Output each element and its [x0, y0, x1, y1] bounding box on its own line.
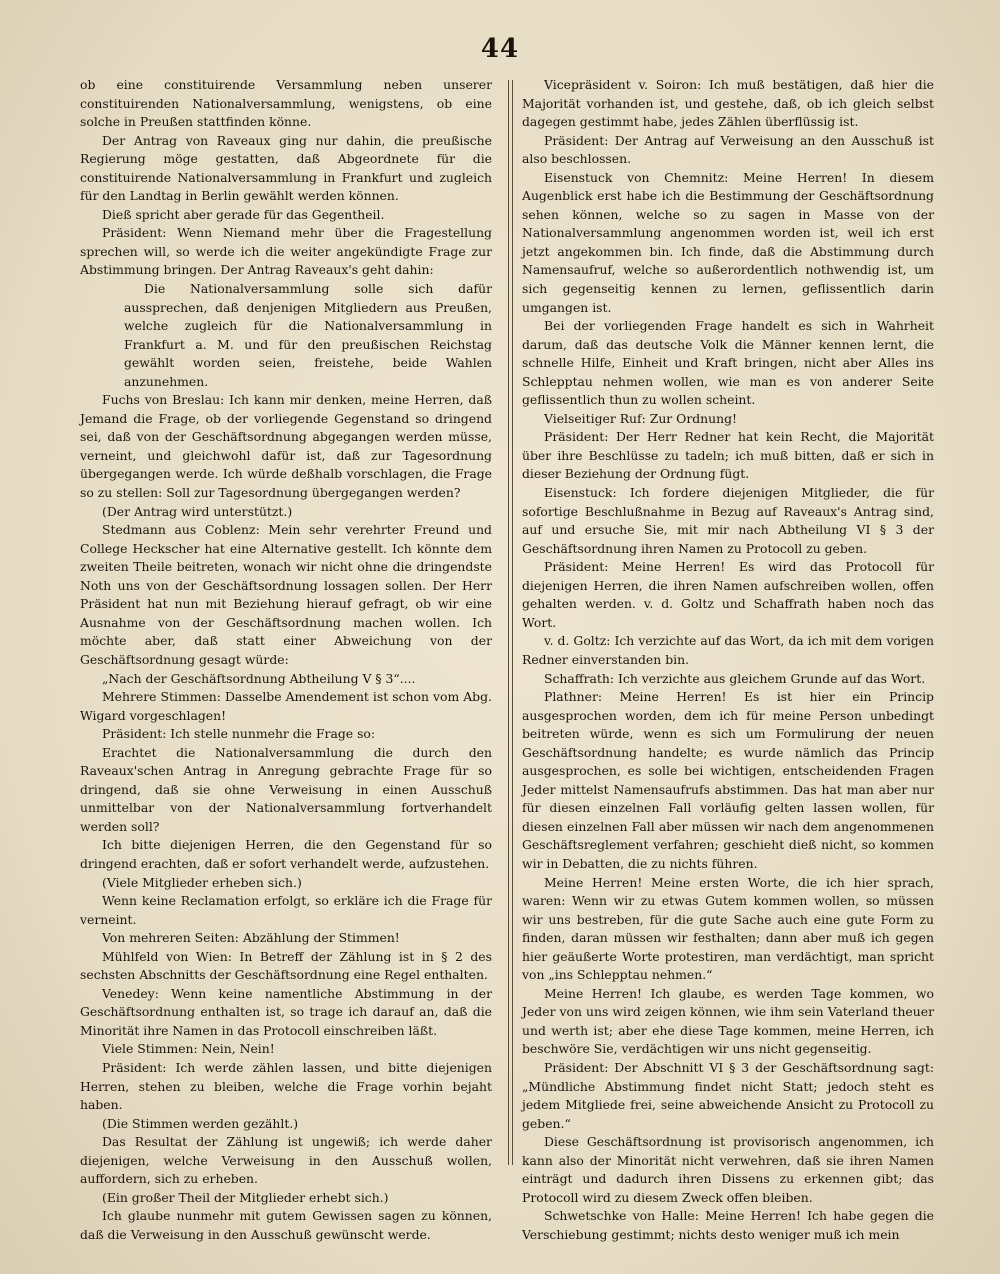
page-number: 44 [480, 34, 520, 64]
paragraph: Eisenstuck: Ich fordere diejenigen Mitglieder, die für sofortige Beschlußnahme in Bezug auf Raveaux's Antrag sind, auf und ersuche Sie, mit mir nach Abtheilung VI § 3 der Geschäftsordnung ihren Namen zu Protocoll zu geben. [522, 485, 934, 556]
paragraph: Vicepräsident v. Soiron: Ich muß bestätigen, daß hier die Majorität vorhanden ist, und gestehe, daß, ob ich gleich selbst dagegen gestimmt habe, jedes Zählen überflüssig ist. [522, 77, 934, 130]
paragraph: Venedey: Wenn keine namentliche Abstimmung in der Geschäftsordnung enthalten ist, so trage ich darauf an, daß die Minorität ihre Namen in das Protocoll einschreiben läßt. [80, 985, 492, 1038]
paragraph: (Der Antrag wird unterstützt.) [102, 503, 293, 519]
paragraph: Der Antrag von Raveaux ging nur dahin, die preußische Regierung möge gestatten, daß Abgeordnete für die constituirende Nationalversammlung in Frankfurt und zugleich für den Landtag in Berlin gewählt werden können. [80, 132, 492, 204]
paragraph: Erachtet die Nationalversammlung die durch den Raveaux'schen Antrag in Anregung gebrachte Frage für so dringend, daß sie ohne Verweisung in einen Ausschuß unmittelbar von der Nationalversammlung fortverhandelt werden soll? [80, 744, 492, 834]
paragraph: v. d. Goltz: Ich verzichte auf das Wort, da ich mit dem vorigen Redner einverstanden bin. [522, 633, 934, 667]
paragraph: Bei der vorliegenden Frage handelt es sich in Wahrheit darum, daß das deutsche Volk die Männer kennen lernt, die schnelle Hilfe, Einheit und Kraft bringen, nicht aber Alles ins Schlepptau nehmen wollen, wie man es von anderer Seite geflissentlich thun zu wollen scheint. [522, 318, 934, 408]
paragraph: Wenn keine Reclamation erfolgt, so erkläre ich die Frage für verneint. [80, 893, 492, 927]
paragraph: Ich glaube nunmehr mit gutem Gewissen sagen zu können, daß die Verweisung in den Ausschuß gewünscht werde. [80, 1208, 492, 1242]
paragraph: Präsident: Ich werde zählen lassen, und bitte diejenigen Herren, stehen zu bleiben, welche die Frage vorhin bejaht haben. [80, 1059, 492, 1113]
paragraph: (Ein großer Theil der Mitglieder erhebt sich.) [102, 1189, 389, 1205]
paragraph: Ich bitte diejenigen Herren, die den Gegenstand für so dringend erachten, daß er sofort verhandelt werde, aufzustehen. [80, 837, 492, 871]
paragraph: Meine Herren! Ich glaube, es werden Tage kommen, wo Jeder von uns wird zeigen können, wie ihm sein Vaterland theuer und werth ist; aber ehe diese Tage kommen, meine Herren, ich beschwöre Sie, verdächtigen wir uns nicht gegenseitig. [522, 985, 934, 1057]
paragraph: Präsident: Wenn Niemand mehr über die Fragestellung sprechen will, so werde ich die weiter angekündigte Frage zur Abstimmung bringen. Der Antrag Raveaux's geht dahin: [80, 225, 492, 278]
right-column [522, 76, 934, 1242]
paragraph: Von mehreren Seiten: Abzählung der Stimmen! [102, 930, 400, 946]
paragraph: Viele Stimmen: Nein, Nein! [102, 1041, 275, 1057]
paragraph: (Die Stimmen werden gezählt.) [102, 1115, 299, 1131]
paragraph: Präsident: Der Herr Redner hat kein Recht, die Majorität über ihre Beschlüsse zu tadeln; ich muß bitten, daß er sich in dieser Beziehung der Ordnung fügt. [522, 429, 934, 482]
paragraph: Schaffrath: Ich verzichte aus gleichem Grunde auf das Wort. [544, 670, 926, 686]
paragraph: Dieß spricht aber gerade für das Gegentheil. [102, 206, 385, 222]
column-divider [508, 80, 513, 1165]
paragraph: Vielseitiger Ruf: Zur Ordnung! [544, 410, 738, 426]
paragraph: Diese Geschäftsordnung ist provisorisch angenommen, ich kann also der Minorität nicht verwehren, daß sie ihren Namen einträgt und dadurch ihren Dissens zu erkennen gibt; das Protocoll wird zu diesem Zweck offen bleiben. [522, 1134, 934, 1205]
paragraph: Eisenstuck von Chemnitz: Meine Herren! In diesem Augenblick erst habe ich die Bestimmung der Geschäftsordnung sehen können, welche so zu sagen in Masse von der Nationalversammlung angenommen worden ist, weil ich erst jetzt angekommen bin. Ich finde, daß die Abstimmung durch Namensaufruf, welche so außerordentlich nothwendig ist, um sich gegenseitig kennen zu lernen, geflissentlich darin umgangen ist. [522, 169, 934, 315]
paragraph: Mühlfeld von Wien: In Betreff der Zählung ist in § 2 des sechsten Abschnitts der Geschäftsordnung eine Regel enthalten. [80, 948, 492, 983]
paragraph: Präsident: Der Antrag auf Verweisung an den Ausschuß ist also beschlossen. [522, 132, 934, 167]
paragraph: Die Nationalversammlung solle sich dafür aussprechen, daß denjenigen Mitgliedern aus Preußen, welche zugleich für die Nationalversammlung in Frankfurt a. M. und für den preußischen Reichstag gewählt worden seien, freistehe, beide Wahlen anzunehmen. [124, 281, 492, 389]
paragraph: (Viele Mitglieder erheben sich.) [102, 874, 302, 890]
paragraph: Stedmann aus Coblenz: Mein sehr verehrter Freund und College Heckscher hat eine Alternative gestellt. Ich könnte dem zweiten Theile beitreten, wonach wir nicht ohne die dringendste Noth uns von der Geschäftsordnung lossagen sollen. Der Herr Präsident hat nun mit Beziehung hierauf gefragt, ob wir eine Ausnahme von der Geschäftsordnung machen wollen. Ich möchte aber, daß statt einer Abweichung von der Geschäftsordnung gesagt würde: [80, 522, 492, 667]
paragraph: Das Resultat der Zählung ist ungewiß; ich werde daher diejenigen, welche Verweisung in den Ausschuß wollen, auffordern, sich zu erheben. [80, 1134, 492, 1187]
paragraph: Meine Herren! Meine ersten Worte, die ich hier sprach, waren: Wenn wir zu etwas Gutem kommen wollen, so müssen wir uns bestreben, für die gute Sache auch eine gute Form zu finden, daran müssen wir festhalten; dann aber muß ich gegen hier geäußerte Worte protestiren, man verdächtigt, man spricht von „ins Schlepptau nehmen.“ [522, 874, 934, 983]
paragraph: „Nach der Geschäftsordnung Abtheilung V § 3“.... [102, 670, 416, 686]
paragraph: Präsident: Ich stelle nunmehr die Frage so: [102, 726, 376, 742]
paragraph: Fuchs von Breslau: Ich kann mir denken, meine Herren, daß Jemand die Frage, ob der vorliegende Gegenstand so dringend sei, daß von der Geschäftsordnung abgegangen werden müsse, verneint, und gleichwohl dafür ist, daß zur Tagesordnung übergegangen werde. Ich würde deßhalb vorschlagen, die Frage so zu stellen: Soll zur Tagesordnung übergegangen werden? [80, 392, 492, 501]
paragraph: Plathner: Meine Herren! Es ist hier ein Princip ausgesprochen worden, dem ich für meine Person unbedingt beitreten würde, wenn es sich um Formulirung der neuen Geschäftsordnung handelte; es wurde nämlich das Princip ausgesprochen, es solle bei wichtigen, entscheidenden Fragen Jeder mittelst Namensaufrufs abstimmen. Das hat man aber nur für diesen einzelnen Fall vorläufig gelten lassen wollen, für diesen einzelnen Fall aber müssen wir nach dem angenommenen Geschäftsreglement verfahren; geschieht dieß nicht, so kommen wir in Debatten, die zu nichts führen. [522, 689, 934, 871]
paragraph: Schwetschke von Halle: Meine Herren! Ich habe gegen die Verschiebung gestimmt; nichts desto weniger muß ich mein [522, 1208, 934, 1242]
paragraph: Mehrere Stimmen: Dasselbe Amendement ist schon vom Abg. Wigard vorgeschlagen! [80, 689, 492, 723]
paragraph: Präsident: Der Abschnitt VI § 3 der Geschäftsordnung sagt: „Mündliche Abstimmung findet nicht Statt; jedoch steht es jedem Mitgliede frei, seine abweichende Ansicht zu Protocoll zu geben.“ [522, 1059, 934, 1131]
paragraph: Präsident: Meine Herren! Es wird das Protocoll für diejenigen Herren, die ihren Namen aufschreiben wollen, offen gehalten werden. v. d. Goltz und Schaffrath haben noch das Wort. [522, 559, 934, 630]
left-column [80, 76, 492, 1242]
paragraph: ob eine constituirende Versammlung neben unserer constituirenden Nationalversammlung, wenigstens, ob eine solche in Preußen stattfinden könne. [80, 77, 492, 130]
